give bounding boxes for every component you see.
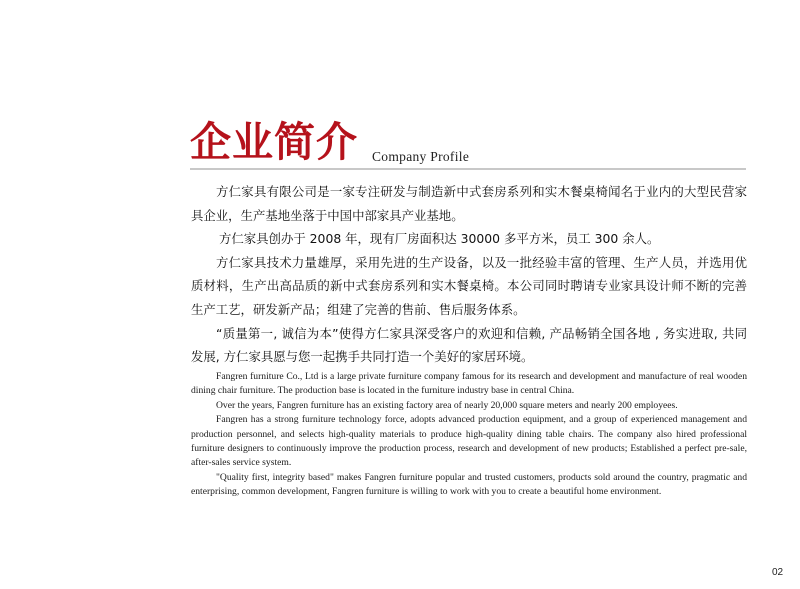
en-paragraph-technology: Fangren has a strong furniture technology force, adopts advanced production equipment, and a group of experienced management and production personnel, and selects high-quality materials to produce high-quality dining table chairs. The company also hired professional furniture designers to continuously improve the production process, research and development of new products; Established a perfect pre-sale, after-sales service system.	[191, 414, 747, 469]
header-divider	[190, 168, 746, 170]
en-paragraph-motto: "Quality first, integrity based" makes Fangren furniture popular and trusted customers, products sold around the country, pragmatic and enterprising, common development, Fangren furniture is willing to work with you to create a beautiful home environment.	[191, 471, 747, 498]
page-number: 02	[772, 567, 784, 578]
en-paragraph-founding: Over the years, Fangren furniture has an existing factory area of nearly 20,000 square meters and nearly 200 employees.	[216, 399, 678, 411]
page-title-english: Company Profile	[372, 149, 470, 164]
english-profile-text	[191, 370, 747, 500]
cn-paragraph-intro: 方仁家具有限公司是一家专注研发与制造新中式套房系列和实木餐桌椅闻名于业内的大型民营家具企业，生产基地坐落于中国中部家具产业基地。	[191, 184, 747, 223]
en-paragraph-intro: Fangren furniture Co., Ltd is a large private furniture company famous for its research and development and manufacture of real wooden dining chair furniture. The production base is located in the furniture industry base in central China.	[191, 371, 747, 397]
page-header	[190, 118, 746, 170]
cn-paragraph-technology: 方仁家具技术力量雄厚，采用先进的生产设备，以及一批经验丰富的管理、生产人员，并选用优质材料，生产出高品质的新中式套房系列和实木餐桌椅。本公司同时聘请专业家具设计师不断的完善生产工艺，研发新产品；组建了完善的售前、售后服务体系。	[191, 254, 747, 317]
chinese-profile-text	[191, 180, 747, 369]
cn-paragraph-motto: “质量第一, 诚信为本”使得方仁家具深受客户的欢迎和信赖, 产品畅销全国各地 , 务实进取, 共同发展, 方仁家具愿与您一起携手共同打造一个美好的家居环境。	[191, 325, 747, 365]
cn-paragraph-founding: 方仁家具创办于 2008 年，现有厂房面积达 30000 多平方米，员工 300 余人。	[219, 231, 660, 247]
page-title-chinese: 企业简介	[190, 118, 358, 166]
